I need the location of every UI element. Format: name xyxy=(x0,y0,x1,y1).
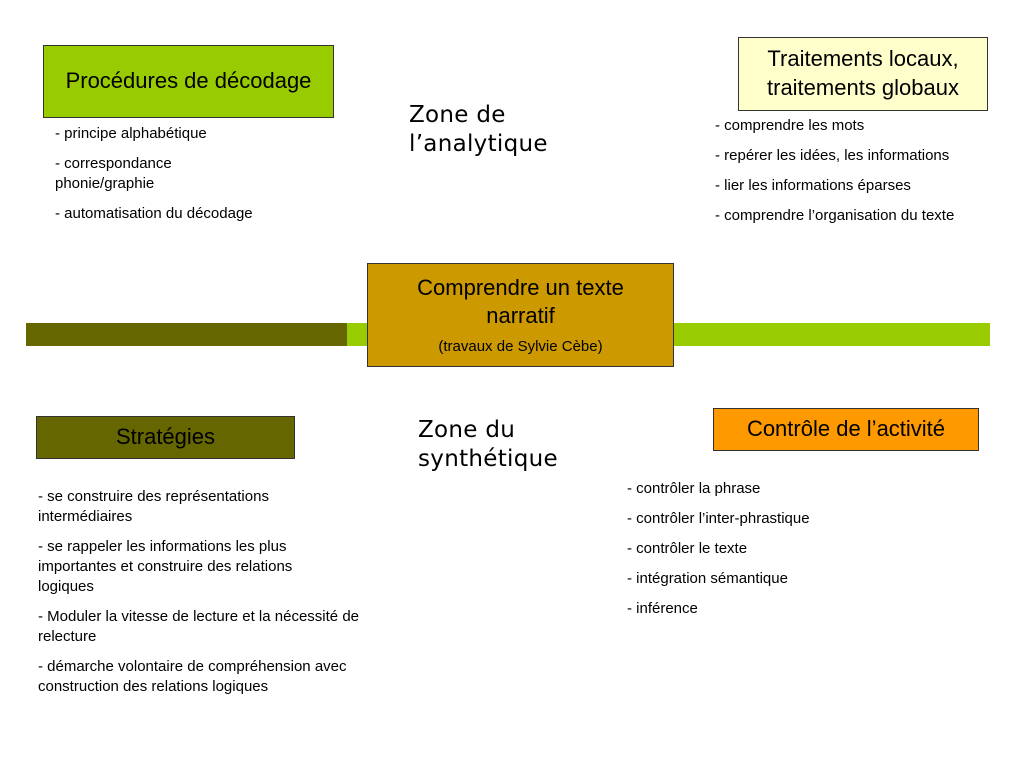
central-subtitle: (travaux de Sylvie Cèbe) xyxy=(438,337,603,355)
list-item: - comprendre les mots xyxy=(715,117,865,134)
strategies-title: Stratégies xyxy=(115,424,216,450)
central-title: Comprendre un texte narratif xyxy=(417,274,624,329)
list-item: - démarche volontaire de compréhension avec construction des relations logiques xyxy=(38,657,347,695)
list-item: - se rappeler les informations les plus importantes et construire des relations logiques xyxy=(38,537,293,595)
list-item: - repérer les idées, les informations xyxy=(715,146,950,164)
list-item: - comprendre l’organisation du texte xyxy=(715,206,955,224)
list-item: - automatisation du décodage xyxy=(55,204,253,222)
list-item: - correspondance phonie/graphie xyxy=(55,154,172,192)
list-item: - Moduler la vitesse de lecture et la nécessité de relecture xyxy=(38,607,359,645)
list-item: - contrôler l’inter-phrastique xyxy=(627,509,810,527)
activity-control-box xyxy=(713,408,979,451)
list-item: - contrôler la phrase xyxy=(627,480,761,497)
local-global-processing-list xyxy=(715,116,1020,236)
local-global-processing-title: Traitements locaux, traitements globaux xyxy=(767,46,959,100)
list-item: - intégration sémantique xyxy=(627,569,788,587)
activity-control-title: Contrôle de l’activité xyxy=(746,416,946,442)
strategies-list xyxy=(38,487,383,706)
central-box xyxy=(367,263,674,367)
decoding-procedures-title: Procédures de décodage xyxy=(65,68,312,94)
decoding-procedures-list xyxy=(55,124,295,234)
strategies-box xyxy=(36,416,295,459)
list-item: - principe alphabétique xyxy=(55,125,207,142)
list-item: - inférence xyxy=(627,599,698,617)
list-item: - lier les informations éparses xyxy=(715,176,911,194)
list-item: - contrôler le texte xyxy=(627,539,748,557)
activity-control-list xyxy=(627,479,927,629)
list-item: - se construire des représentations intermédiaires xyxy=(38,488,269,525)
zone-synthetic-label: Zone du synthétique xyxy=(418,417,558,472)
band-left-dark xyxy=(26,323,347,346)
decoding-procedures-box xyxy=(43,45,334,118)
band-right-mid xyxy=(674,323,990,346)
band-left-light xyxy=(347,323,368,346)
local-global-processing-box xyxy=(738,37,988,111)
zone-analytic-label: Zone de l’analytique xyxy=(409,102,548,157)
